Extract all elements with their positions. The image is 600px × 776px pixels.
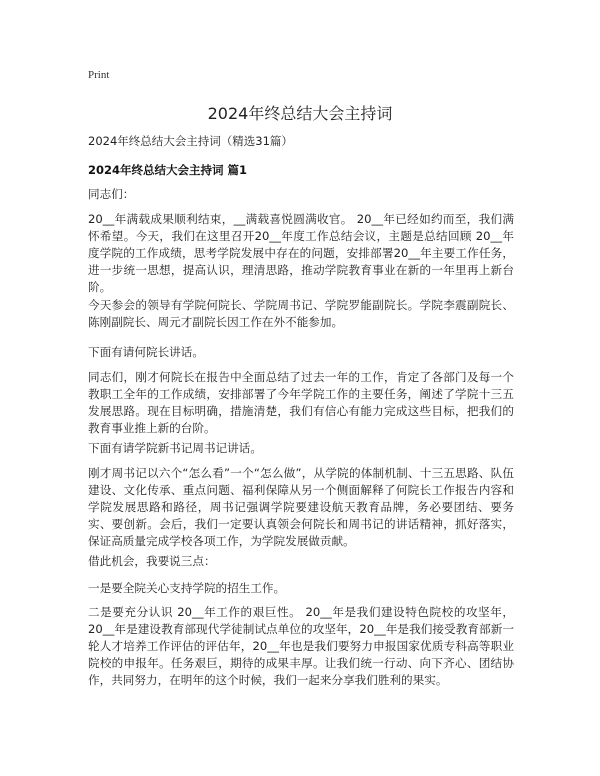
print-label[interactable]: Print xyxy=(88,69,110,81)
document-title: 2024年终总结大会主持词 xyxy=(207,104,393,123)
paragraph-point-one: 一是要全院关心支持学院的招生工作。 xyxy=(88,581,286,595)
paragraph-greeting: 同志们： xyxy=(88,187,135,201)
paragraph-point-two: 二是要充分认识 20__年工作的艰巨性。 20__年是我们建设特色院校的攻坚年，20__年是建设教育部现代学徒制试点单位的攻坚年，20__年是我们接受教育部新一轮人才培养工作评估的评估年，20__年也是我们要努力申报国家优质专科高等职业院校的申报年。任务艰巨，期待的成果丰厚。让我们统一行动、向下齐心、团结协作，共同努力，在明年的这个时候，我们一起来分享我们胜利的果实。 xyxy=(88,605,514,687)
paragraph-invite-secretary: 下面有请学院新书记周书记讲话。 xyxy=(88,441,262,455)
paragraph-attendees: 今天参会的领导有学院何院长、学院周书记、学院罗能副院长。学院李震副院长、陈刚副院长、周元才副院长因工作在外不能参加。 xyxy=(88,298,514,329)
paragraph-invite-president: 下面有请何院长讲话。 xyxy=(88,345,204,359)
document-subtitle: 2024年终总结大会主持词（精选31篇） xyxy=(88,134,293,148)
paragraph-president-summary: 同志们，刚才何院长在报告中全面总结了过去一年的工作，肯定了各部门及每一个教职工全年的工作成绩，安排部署了今年学院工作的主要任务，阐述了学院十三五发展思路。现在目标明确，措施清楚，我们有信心有能力完成这些目标，把我们的教育事业推上新的台阶。 xyxy=(88,370,514,435)
paragraph-opening: 20__年满载成果顺利结束，__满载喜悦圆满收官。 20__年已经如约而至，我们满怀希望。今天，我们在这里召开20__年度工作总结会议，主题是总结回顾 20__年度学院的工作成绩，思考学院发展中存在的问题，安排部署20__年主要工作任务，进一步统一思想，提高认识，理清思路，推动学院教育事业在新的一年里再上新台阶。 xyxy=(88,212,514,294)
paragraph-three-points: 借此机会，我要说三点： xyxy=(88,554,216,568)
paragraph-secretary-summary: 刚才周书记以六个“怎么看”一个“怎么做”，从学院的体制机制、十三五思路、队伍建设、文化传承、重点问题、福利保障从另一个侧面解释了何院长工作报告内容和学院发展思路和路径，周书记强调学院要建设航天教育品牌，务必要团结、要务实、要创新。会后，我们一定要认真领会何院长和周书记的讲话精神，抓好落实，保证高质量完成学校各项工作，为学院发展做贡献。 xyxy=(88,466,514,548)
section-heading: 2024年终总结大会主持词 篇1 xyxy=(88,163,248,177)
